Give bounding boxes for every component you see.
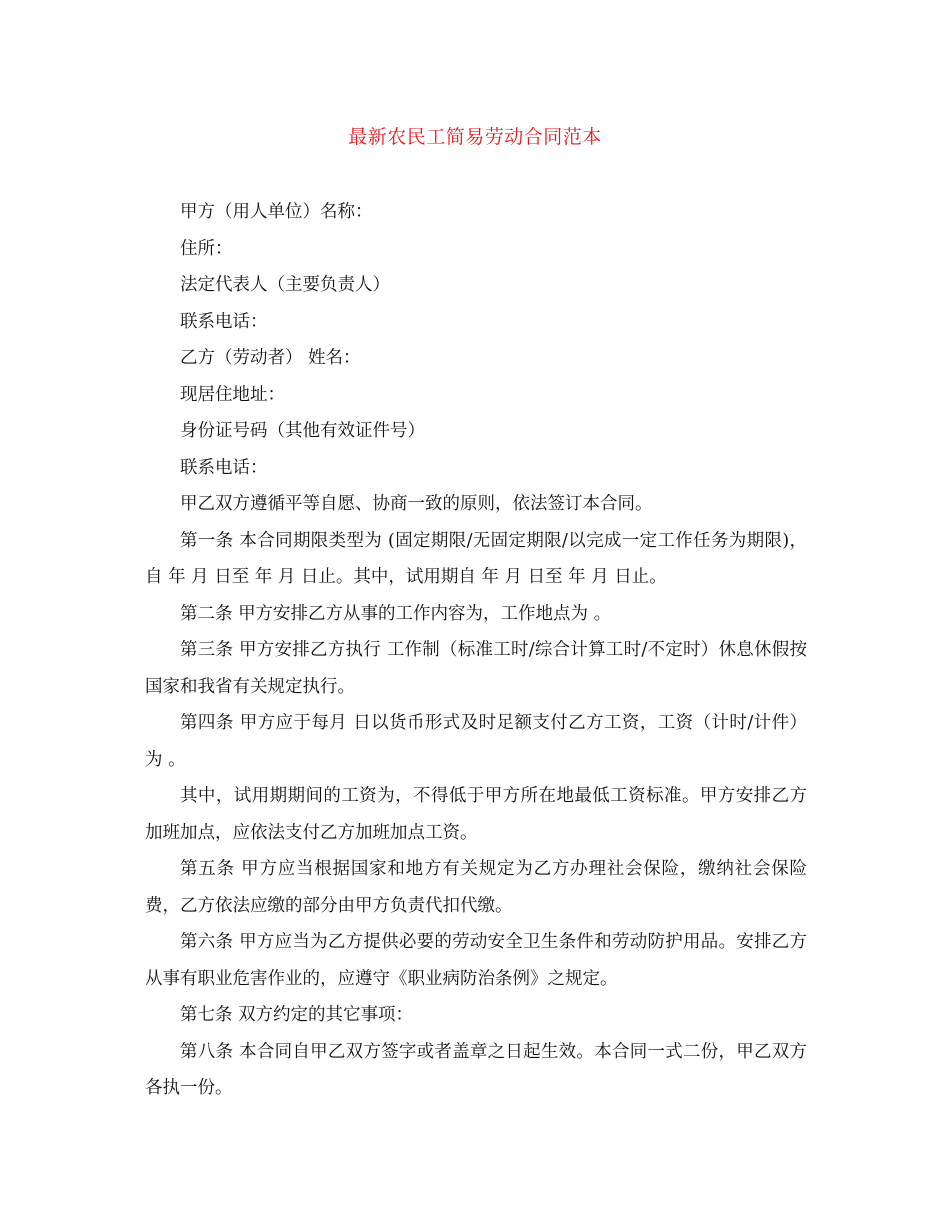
party-a-legal-representative: 法定代表人（主要负责人）	[180, 275, 390, 295]
party-a-address: 住所：	[180, 238, 233, 259]
article-5: 第五条 甲方应当根据国家和地方有关规定为乙方办理社会保险，缴纳社会保险费，乙方依法应缴的部分由甲方负责代扣代缴。	[145, 859, 807, 916]
contract-body	[145, 194, 807, 1107]
article-1: 第一条 本合同期限类型为 (固定期限/无固定期限/以完成一定工作任务为期限)，自 年 月 日至 年 月 日止。其中，试用期自 年 月 日至 年 月 日止。	[145, 530, 807, 587]
party-a-name: 甲方（用人单位）名称：	[180, 202, 373, 222]
article-7: 第七条 双方约定的其它事项：	[180, 1005, 414, 1025]
article-3: 第三条 甲方安排乙方执行 工作制（标准工时/综合计算工时/不定时）休息休假按国家和我省有关规定执行。	[145, 640, 807, 697]
article-8: 第八条 本合同自甲乙双方签字或者盖章之日起生效。本合同一式二份，甲乙双方各执一份。	[145, 1041, 807, 1098]
document-title: 最新农民工简易劳动合同范本	[348, 126, 602, 148]
article-4: 第四条 甲方应于每月 日以货币形式及时足额支付乙方工资，工资（计时/计件）为 。	[145, 713, 807, 770]
party-b-id-number: 身份证号码（其他有效证件号）	[180, 421, 425, 441]
party-b-phone: 联系电话：	[180, 457, 268, 478]
article-4-continued: 其中，试用期期间的工资为，不得低于甲方所在地最低工资标准。甲方安排乙方加班加点，应依法支付乙方加班加点工资。	[145, 786, 807, 843]
party-b-address: 现居住地址：	[180, 384, 285, 405]
article-2: 第二条 甲方安排乙方从事的工作内容为，工作地点为 。	[180, 603, 612, 624]
article-6: 第六条 甲方应当为乙方提供必要的劳动安全卫生条件和劳动防护用品。安排乙方从事有职业危害作业的，应遵守《职业病防治条例》之规定。	[145, 932, 807, 989]
contract-preamble: 甲乙双方遵循平等自愿、协商一致的原则，依法签订本合同。	[180, 494, 653, 514]
party-b-name: 乙方（劳动者） 姓名：	[180, 348, 361, 368]
party-a-phone: 联系电话：	[180, 311, 268, 332]
